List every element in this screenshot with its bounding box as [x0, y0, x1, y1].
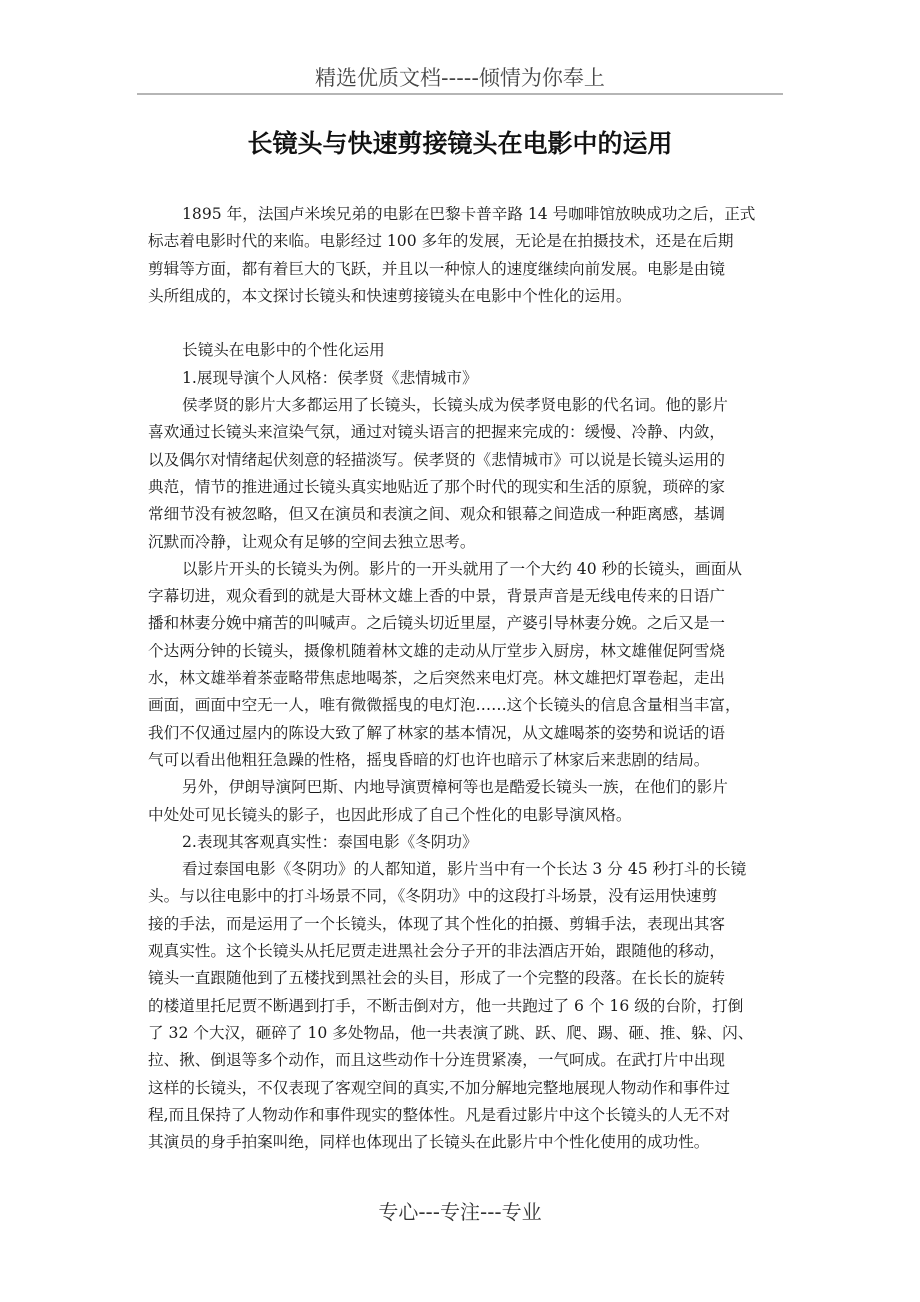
body-line: 以影片开头的长镜头为例。影片的一开头就用了一个大约 40 秒的长镜头，画面从 [182, 559, 742, 578]
body-line: 的楼道里托尼贾不断遇到打手，不断击倒对方，他一共跑过了 6 个 16 级的台阶，打倒 [148, 996, 744, 1015]
document-title: 长镜头与快速剪接镜头在电影中的运用 [247, 129, 673, 158]
document-body [148, 201, 788, 1156]
body-line: 气可以看出他粗狂急躁的性格，摇曳昏暗的灯也许也暗示了林家后来悲剧的结局。 [148, 750, 710, 769]
body-line: 接的手法，而是运用了一个长镜头，体现了其个性化的拍摄、剪辑手法，表现出其客 [148, 914, 725, 933]
body-line: 字幕切进，观众看到的就是大哥林文雄上香的中景，背景声音是无线电传来的日语广 [148, 587, 725, 606]
paragraph-gap [148, 310, 788, 337]
body-line: 常细节没有被忽略，但又在演员和表演之间、观众和银幕之间造成一种距离感，基调 [148, 505, 725, 524]
section-heading: 长镜头在电影中的个性化运用 [182, 341, 385, 360]
body-line: 这样的长镜头，不仅表现了客观空间的真实,不加分解地完整地展现人物动作和事件过 [148, 1078, 730, 1097]
subheading-1: 1.展现导演个人风格：侯孝贤《悲情城市》 [182, 368, 478, 387]
body-line: 沉默而冷静，让观众有足够的空间去独立思考。 [148, 532, 476, 551]
body-line: 1895 年，法国卢米埃兄弟的电影在巴黎卡普辛路 14 号咖啡馆放映成功之后，正式 [182, 205, 756, 223]
body-line: 程,而且保持了人物动作和事件现实的整体性。凡是看过影片中这个长镜头的人无不对 [148, 1105, 730, 1124]
body-line: 头。与以往电影中的打斗场景不同，《冬阴功》中的这段打斗场景，没有运用快速剪 [148, 887, 718, 906]
body-line: 个达两分钟的长镜头，摄像机随着林文雄的走动从厅堂步入厨房，林文雄催促阿雪烧 [148, 641, 725, 660]
body-line: 了 32 个大汉，砸碎了 10 多处物品，他一共表演了跳、跃、爬、踢、砸、推、躲、闪、 [148, 1023, 754, 1042]
body-line: 我们不仅通过屋内的陈设大致了解了林家的基本情况，从文雄喝茶的姿势和说话的语 [148, 723, 725, 742]
body-line: 观真实性。这个长镜头从托尼贾走进黑社会分子开的非法酒店开始，跟随他的移动， [148, 942, 725, 961]
subheading-2: 2.表现其客观真实性：泰国电影《冬阴功》 [182, 832, 478, 851]
page-header: 精选优质文档-----倾情为你奉上 [315, 66, 605, 90]
body-line: 看过泰国电影《冬阴功》的人都知道，影片当中有一个长达 3 分 45 秒打斗的长镜 [182, 860, 747, 879]
body-line: 播和林妻分娩中痛苦的叫喊声。之后镜头切近里屋，产婆引导林妻分娩。之后又是一 [148, 614, 725, 633]
body-line: 喜欢通过长镜头来渲染气氛，通过对镜头语言的把握来完成的：缓慢、冷静、内敛， [148, 423, 725, 442]
body-line: 标志着电影时代的来临。电影经过 100 多年的发展，无论是在拍摄技术，还是在后期 [148, 232, 734, 251]
body-line: 侯孝贤的影片大多都运用了长镜头，长镜头成为侯孝贤电影的代名词。他的影片 [182, 396, 728, 415]
body-line: 中处处可见长镜头的影子，也因此形成了自己个性化的电影导演风格。 [148, 805, 632, 824]
body-line: 典范，情节的推进通过长镜头真实地贴近了那个时代的现实和生活的原貌，琐碎的家 [148, 477, 725, 496]
body-line: 拉、揪、倒退等多个动作，而且这些动作十分连贯紧凑，一气呵成。在武打片中出现 [148, 1051, 725, 1070]
header-divider [137, 93, 783, 95]
body-line: 剪辑等方面，都有着巨大的飞跃，并且以一种惊人的速度继续向前发展。电影是由镜 [148, 259, 725, 278]
body-line: 另外，伊朗导演阿巴斯、内地导演贾樟柯等也是酷爱长镜头一族，在他们的影片 [182, 778, 728, 797]
body-line: 以及偶尔对情绪起伏刻意的轻描淡写。侯孝贤的《悲情城市》可以说是长镜头运用的 [148, 450, 725, 469]
body-line: 其演员的身手拍案叫绝，同样也体现出了长镜头在此影片中个性化使用的成功性。 [148, 1133, 710, 1152]
body-line: 头所组成的，本文探讨长镜头和快速剪接镜头在电影中个性化的运用。 [148, 286, 632, 305]
body-line: 水，林文雄举着茶壶略带焦虑地喝茶，之后突然来电灯亮。林文雄把灯罩卷起，走出 [148, 669, 725, 688]
body-line: 镜头一直跟随他到了五楼找到黑社会的头目，形成了一个完整的段落。在长长的旋转 [148, 969, 725, 988]
body-line: 画面，画面中空无一人，唯有微微摇曳的电灯泡……这个长镜头的信息含量相当丰富， [148, 696, 741, 715]
page-footer: 专心---专注---专业 [378, 1200, 542, 1224]
